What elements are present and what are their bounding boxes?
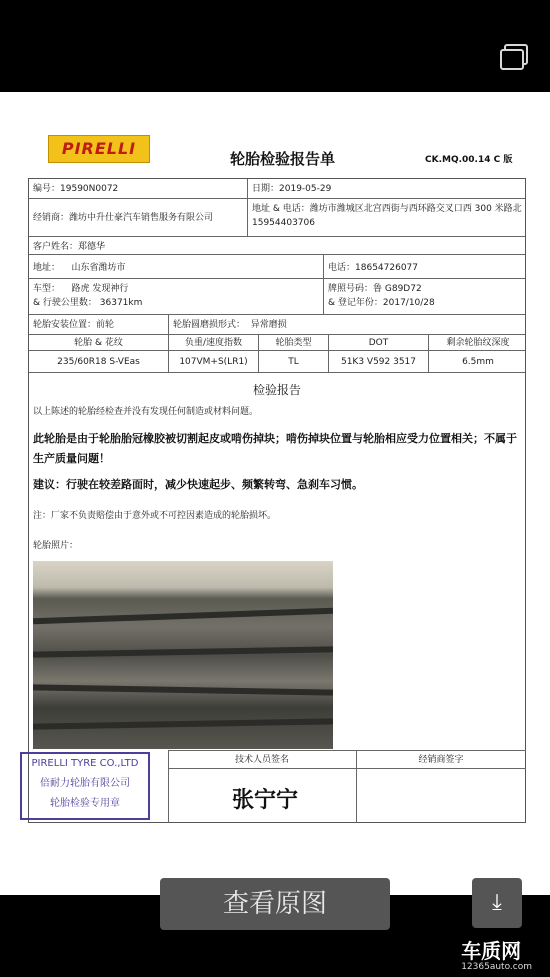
registration-year: 2017/10/28 [382, 298, 435, 308]
report-document [0, 92, 550, 895]
customer-address: 山东省潍坊市 [71, 263, 126, 273]
spec-header-row [29, 335, 525, 351]
pirelli-stamp: PIRELLI TYRE CO.,LTD 倍耐力轮胎有限公司 轮胎检验专用章 [20, 752, 150, 820]
form-row-number-date: 编号：19590N0072 日期：2019-05-29 [29, 179, 525, 199]
inspection-advice: 建议：行驶在较差路面时，减少快速起步、频繁转弯、急刹车习惯。 [33, 478, 363, 491]
dealer-address-phone: 潍坊市潍城区北宫西街与西环路交叉口西 300 米路北 15954403706 [252, 204, 522, 228]
tech-sign-label: 技术人员签名 [234, 755, 289, 765]
inspection-note: 注：厂家不负责赔偿由于意外或不可控因素造成的轮胎损坏。 [33, 511, 277, 521]
customer-phone: 18654726077 [355, 263, 419, 273]
report-number: 19590N0072 [60, 184, 119, 194]
mileage: 36371km [99, 298, 143, 308]
spec-header: 轮胎类型 [259, 335, 329, 350]
spec-value-row [29, 351, 525, 373]
spec-value: 6.5mm [462, 357, 494, 367]
form-row-vehicle: 车型： 路虎 发现神行 & 行驶公里数： 36371km 牌照号码：鲁 G89D72 & 登记年份：2017/10/28 [29, 279, 525, 315]
view-original-button[interactable]: 查看原图 [160, 878, 390, 930]
form-row-customer: 客户姓名：郑德华 [29, 237, 525, 255]
inspection-line-1: 以上陈述的轮胎经检查并没有发现任何制造或材料问题。 [33, 407, 259, 417]
report-form [28, 178, 526, 823]
technician-signature: 张宁宁 [232, 787, 299, 813]
inspection-section-title: 检验报告 [252, 383, 301, 397]
spec-header: DOT [329, 335, 429, 350]
tyre-position: 前轮 [96, 320, 115, 330]
photo-label: 轮胎照片： [33, 541, 79, 551]
spec-value: 235/60R18 S-VEas [29, 351, 169, 372]
report-date: 2019-05-29 [279, 184, 332, 194]
viewer-top-bar [0, 0, 550, 92]
report-title: 轮胎检验报告单 [230, 150, 336, 168]
download-icon[interactable]: ⤓ [472, 878, 522, 928]
form-row-position: 轮胎安装位置：前轮 轮胎圆磨损形式： 异常磨损 [29, 315, 525, 335]
spec-header: 剩余轮胎纹深度 [446, 338, 510, 348]
car-model: 路虎 发现神行 [71, 284, 129, 294]
wear-type: 异常磨损 [250, 320, 287, 330]
tyre-photo [33, 561, 333, 749]
spec-value: 107VM+S(LR1) [169, 351, 259, 372]
site-watermark: 车质网 12365auto.com [461, 939, 532, 972]
spec-value: 51K3 V592 3517 [329, 351, 429, 372]
dealer-name: 潍坊中升仕豪汽车销售服务有限公司 [69, 213, 214, 223]
pirelli-logo: PIRELLI [48, 135, 150, 163]
form-row-customer-address: 地址： 山东省潍坊市 电话：18654726077 [29, 255, 525, 279]
customer-name: 郑德华 [78, 242, 106, 252]
inspection-conclusion: 此轮胎是由于轮胎胎冠橡胶被切割起皮或啃伤掉块；啃伤掉块位置与轮胎相应受力位置相关；不属于生产质量问题！ [33, 432, 517, 465]
spec-value: TL [259, 351, 329, 372]
form-row-dealer: 经销商：潍坊中升仕豪汽车销售服务有限公司 地址 & 电话：潍坊市潍城区北宫西街与西环路交叉口西 300 米路北 15954403706 [29, 199, 525, 237]
plate-number: 鲁 G89D72 [373, 284, 422, 294]
report-code: CK.MQ.00.14 C 版 [425, 155, 513, 165]
dealer-sign-label: 经销商签字 [418, 755, 464, 765]
spec-header: 轮胎 & 花纹 [29, 335, 169, 350]
spec-header: 负重/速度指数 [169, 335, 259, 350]
copy-window-icon[interactable] [500, 44, 528, 70]
